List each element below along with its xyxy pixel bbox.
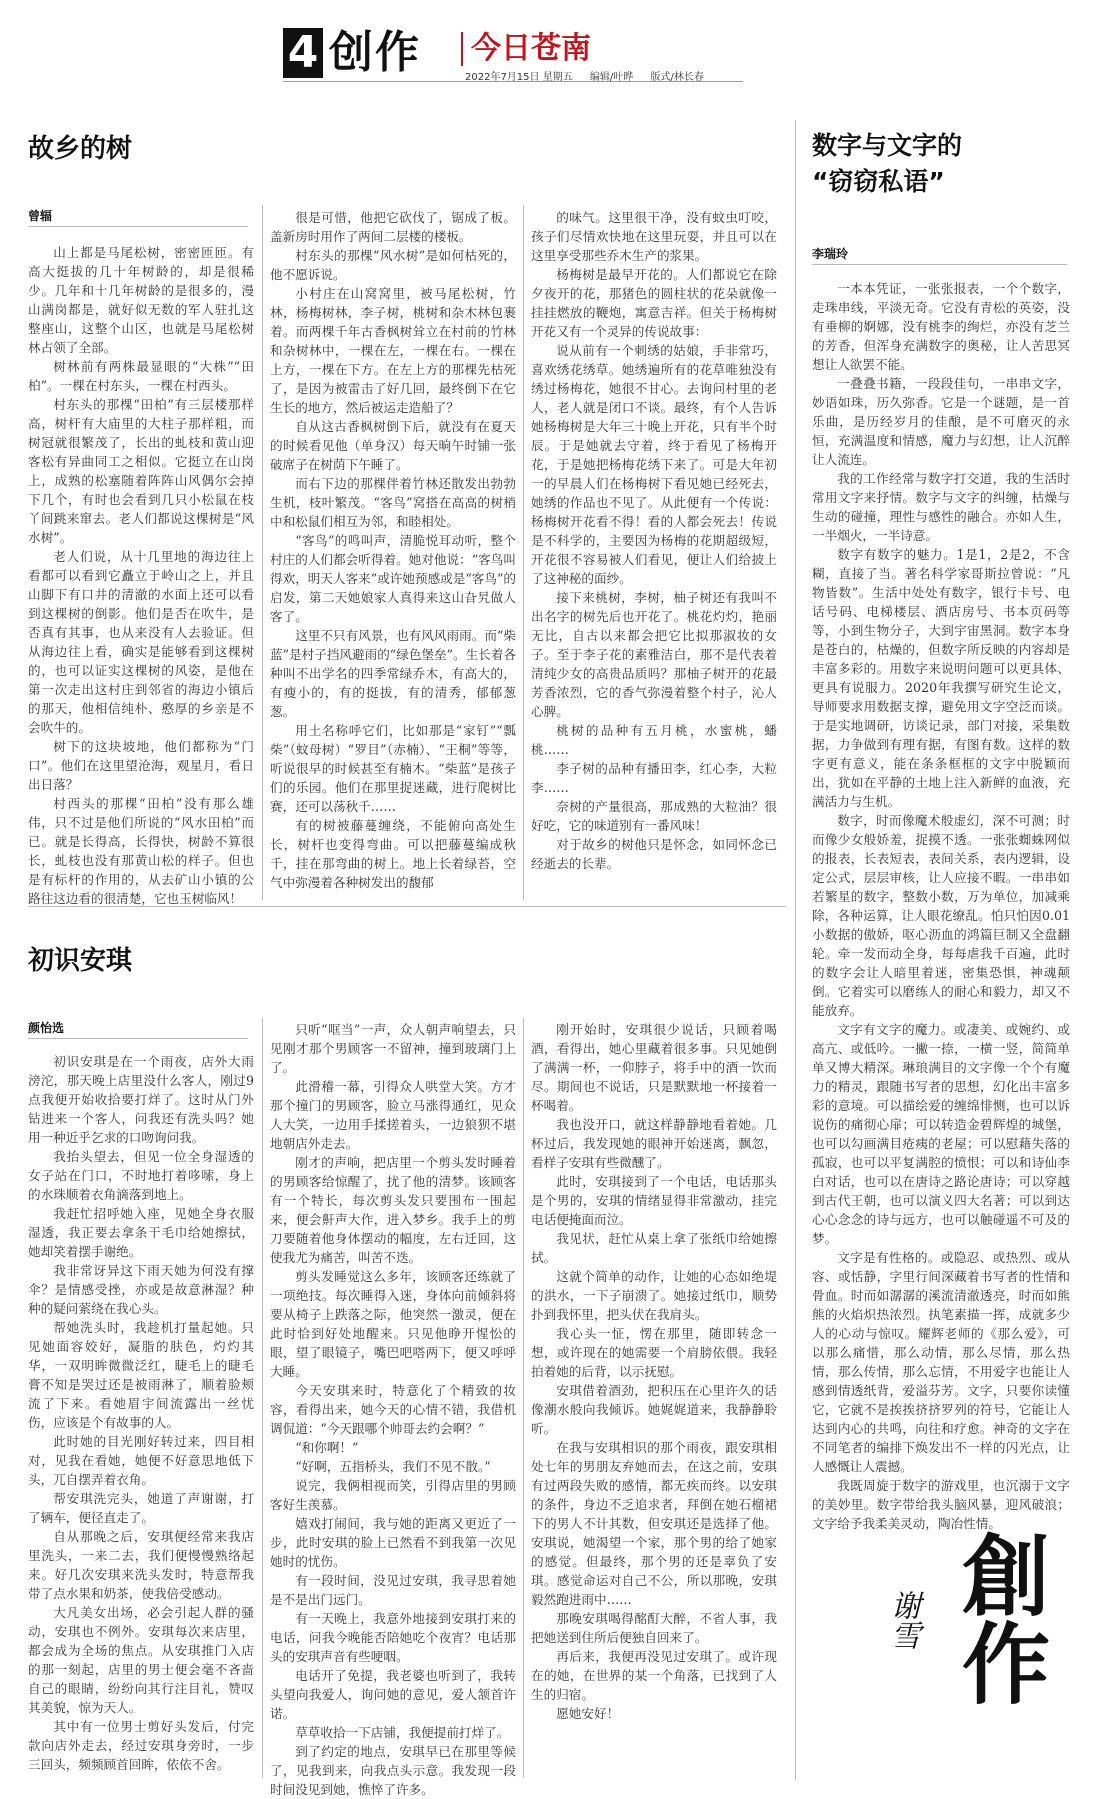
paragraph: 村西头的那棵“田柏”没有那么雄伟，只不过是他们所说的“风水田柏”而已。就是长得高，长得快，树龄不算很长，虬枝也没有那黄山松的样子。但也是有标杆的作用的，从去矿山小镇的公路往这边看的很清楚，它也玉树临风！ <box>28 796 254 906</box>
masthead <box>283 28 743 84</box>
paragraph: 剪头发睡觉这么多年，该顾客还练就了一项绝技。每次睡得入迷，身体向前倾斜将要从椅子上跌落之际，他突然一激灵，便在此时恰到好处地醒来。只见他睁开惺忪的眼，望了眼镜子，嘴巴吧嗒两下，便又呼呼大睡。 <box>270 1269 516 1379</box>
paragraph: 初识安琪是在一个雨夜，店外大雨滂沱，那天晚上店里没什么客人，刚过9点我便开始收拾要打烊了。这时从门外钻进来一个客人，问我还有洗头吗？她用一种近乎乞求的口吻询问我。 <box>28 1054 254 1145</box>
paragraph: 再后来，我便再没见过安琪了。或许现在的她，在世界的某一个角落，已找到了人生的归宿。 <box>531 1649 777 1702</box>
article3-title-line1: 数字与文字的 <box>812 131 963 160</box>
paragraph: “客鸟”的鸣叫声，清脆悦耳动听，整个村庄的人们都会听得着。她对他说：“客鸟叫得欢，明天人客来”或许她预感或是“客鸟”的启发，第二天她娘家人真得来这山旮旯做人客了。 <box>270 533 517 624</box>
paragraph: 自从那晚之后，安琪便经常来我店里洗头，一来二去，我们便慢慢熟络起来。好几次安琪来洗头发时，特意帮我带了点水果和奶茶，使我倍受感动。 <box>28 1529 254 1601</box>
paragraph: 愿她安好！ <box>556 1706 620 1721</box>
issue-date: 2022年7月15日 星期五 <box>465 72 573 83</box>
paragraph: 刚才的声响，把店里一个剪头发时睡着的男顾客给惊醒了，扰了他的清梦。该顾客有一个特长，每次剪头发只要围布一围起来，便会鼾声大作，进入梦乡。我手上的剪刀要随着他身体摆动的幅度，左右迁回，这使我尤为痛苦，叫苦不迭。 <box>270 1155 516 1265</box>
paragraph: 说从前有一个刺绣的姑娘，手非常巧，喜欢绣花绣草。她绣遍所有的花草唯独没有绣过杨梅花，她很不甘心。去询问村里的老人，老人就是闭口不谈。最终，有个人告诉她杨梅树是大年三十晚上开花，只有半个时辰。于是她就去守着，终于看见了杨梅开花，于是她把杨梅花绣下来了。可是大年初一的早晨人们在杨梅树下看见她已经死去，她绣的作品也不见了。从此便有一个传说：杨梅树开花看不得！看的人都会死去！传说是不科学的，主要因为杨梅的花期超级短，开花很不容易被人们看见，便让人们给披上了这神秘的面纱。 <box>531 343 777 586</box>
paragraph: 草草收拾一下店铺，我便提前打烊了。 <box>295 1725 510 1740</box>
column-divider <box>262 1018 263 1778</box>
calligraphy-text: 創作 <box>948 1530 1052 1706</box>
paragraph: 大凡美女出场，必会引起人群的骚动，安琪也不例外。安琪每次来店里，都会成为全场的焦点。从安琪推门入店的那一刻起，店里的男士便会毫不吝啬自己的眼睛，纷纷向其行注目礼，赞叹其美貌，惊为天人。 <box>28 1605 254 1715</box>
paragraph: 我也没开口，就这样静静地看着她。几杯过后，我发现她的眼神开始迷离，飘忽，看样子安琪有些微醺了。 <box>531 1117 777 1170</box>
paragraph: 数字有数字的魅力。1是1，2是2，不含糊，直接了当。著名科学家哥斯拉曾说：“凡物皆数”。生活中处处有数字，银行卡号、电话号码、电梯楼层、酒店房号、书本页码等等，小到生物分子，大到宇宙黑洞。数字本身是苍白的，枯燥的，但数字所反映的内容却是丰富多彩的。用数字来说明问题可以更具体、更具有说服力。2020年我撰写研究生论文，导师要求用数据支撑，避免用文字空泛而谈。于是实地调研，访谈记录，部门对接，采集数据，力争做到有理有据，有图有数。这样的数字更有意义，能在条条框框的文字中脱颖而出，犹如在平静的土地上注入新鲜的血液，充满活力与生机。 <box>812 547 1070 809</box>
paragraph: 而右下边的那棵伴着竹林还散发出勃勃生机，枝叶繁茂。“客鸟”窝搭在高高的树梢中和松鼠们相互为邻，和睦相处。 <box>270 476 516 529</box>
paragraph: 那晚安琪喝得酩酊大醉，不省人事，我把她送到住所后便独自回来了。 <box>531 1611 777 1645</box>
paragraph: 文字有文字的魔力。或凄美、或婉约、或高亢、或低吟。一撇一捺，一横一竖，简简单单又博大精深。琳琅满目的文字像一个个有魔力的精灵，跟随书写者的思想，幻化出丰富多彩的意境。可以描绘爱的缠绵悱恻，也可以诉说伤的痛彻心扉；可以转造金碧辉煌的城堡，也可以勾画满目疮痍的老屋；可以慰藉失落的孤寂，也可以平复满腔的愤恨；可以和诗仙李白对话，也可以在唐诗之路论唐诗；可以穿越到古代王朝，也可以演义四大名著；可以到达心心念念的诗与远方，也可以触碰遥不可及的梦。 <box>812 1022 1070 1246</box>
paragraph: 一叠叠书籍，一段段佳句，一串串文字，妙语如珠，历久弥香。它是一个谜题，是一首乐曲，是历经岁月的佳酿，是不可磨灭的永恒，充满温度和情感，魔力与幻想，让人沉醉让人流连。 <box>812 376 1070 467</box>
article3-body <box>812 279 1070 1531</box>
editor-credit: 编辑/叶晔 <box>589 72 634 83</box>
paragraph: 此滑稽一幕，引得众人哄堂大笑。方才那个撞门的男顾客，脸立马涨得通红，见众人大笑，一边用手揉搓着头，一边狼狈不堪地朝店外走去。 <box>270 1079 516 1151</box>
paragraph: 有的树被藤蔓缠绕，不能俯向高处生长，树杆也变得弯曲。可以把藤蔓编成秋千，挂在那弯曲的树上。地上长着绿苔，空气中弥漫着各种树发出的馥郁 <box>270 818 516 890</box>
layout-credit: 版式/林长春 <box>650 72 704 83</box>
paragraph: 老人们说，从十几里地的海边往上看都可以看到它矗立于岭山之上，并且山脚下有口井的清澈的水面上还可以看到这棵树的倒影。他们是否在吹牛，是否真有其事，也从来没有人去验证。但从海边往上看，确实是能够看到这棵树的，也可以证实这棵树的风姿，是他在第一次走出这村庄到邻省的海边小镇后的那天，他相信纯朴、憨厚的乡亲是不会吹牛的。 <box>28 549 254 735</box>
paragraph: 文字是有性格的。或隐忍、或热烈、或从容、或恬静，字里行间深藏着书写者的性情和骨血。时而如潺潺的溪流清澈透亮，时而如熊熊的火焰炽热浓烈。执笔素描一挥，成就多少人的心动与惊叹。耀辉老师的《那么爱》，可以那么痛惜，那么动情，那么尽情，那么热情，那么传情，那么忘情，不用爱字也能让人感到情透纸背，爱溢芬芳。文字，只要你读懂它，它就不是挨挨挤挤罗列的符号，它能让人达到内心的共鸣，向往和疗愈。神奇的文字在不同笔者的编排下焕发出不一样的闪光点，让人感慨让人震撼。 <box>812 1250 1070 1474</box>
paragraph: 此时她的目光刚好转过来，四目相对，见我在看她，她便不好意思地低下头，兀自摆弄着衣角。 <box>28 1434 254 1487</box>
calligraphy-signature: 谢雪 <box>885 1590 920 1650</box>
article2-col1 <box>28 1052 254 1782</box>
paragraph: 有一段时间，没见过安琪，我寻思着她是不是出门远门。 <box>270 1573 516 1607</box>
article3-author: 李瑞玲 <box>812 247 849 261</box>
paragraph: 我非常讶异这下雨天她为何没有撑伞？是情感受挫，亦或是故意淋湿？种种的疑问萦绕在我心头。 <box>28 1263 254 1316</box>
paragraph: 桃树的品种有五月桃，水蜜桃，蟠桃…… <box>531 723 777 757</box>
paragraph: 这里不只有风景，也有风风雨雨。而“柴蓝”是村子挡风避雨的“绿色堡垒”。生长着各种叫不出学名的四季常绿乔木，有高大的，有瘦小的，有的挺拔，有的清秀，郁郁葱葱。 <box>270 628 517 719</box>
paragraph: 其中有一位男士剪好头发后，付完款向店外走去，经过安琪身旁时，一步三回头，频频顾首回眸，依依不舍。 <box>28 1719 254 1772</box>
paragraph: 今天安琪来时，特意化了个精致的妆容，看得出来，她今天的心情不错，我借机调侃道：“今天跟哪个帅哥去约会啊？” <box>270 1383 516 1436</box>
paragraph: 我既周旋于数字的游戏里，也沉溺于文字的美妙里。数字带给我头脑风暴，迎风破浪；文字给予我柔美灵动，陶冶性情。 <box>812 1478 1070 1531</box>
paragraph: 电话开了免提，我老婆也听到了，我转头望向我爱人，询问她的意见，爱人颔首许诺。 <box>270 1668 516 1721</box>
article3-title-line2: “窃窃私语” <box>812 167 945 196</box>
paragraph: 杨梅树是最早开花的。人们都说它在除夕夜开的花，那猪色的圆柱状的花朵就像一挂挂燃放的鞭炮，寓意吉祥。但关于杨梅树开花又有一个灵异的传说故事： <box>531 267 777 339</box>
paragraph: 数字，时而像魔术般虚幻，深不可测；时而像少女般娇羞，捉摸不透。一张张蜘蛛网似的报表，长表短表，表间关系，表内逻辑，设定公式，层层审核，让人应接不暇。一串串如若繁星的数字，整数小数，万为单位，加减乘除，各种运算，让人眼花缭乱。怕只怕因0.01小数据的傲娇，呕心沥血的鸿篇巨制又全盘翻轮。牵一发而动全身，每每虐我千百遍，此时的数字会让人暗里着迷，密集恐惧，神魂颠倒。它着实可以磨练人的耐心和毅力，却又不能放弃。 <box>812 813 1070 1018</box>
paragraph: 只听“哐当”一声，众人朝声响望去，只见刚才那个男顾客一不留神，撞到玻璃门上了。 <box>270 1022 516 1075</box>
article2-author: 颜怡选 <box>28 1021 65 1035</box>
section-title: 创作 <box>329 27 421 78</box>
paragraph: “和你啊！” <box>295 1440 359 1455</box>
paragraph: 说完，我俩相视而笑，引得店里的男顾客好生羡慕。 <box>270 1478 516 1512</box>
paragraph: 到了约定的地点，安琪早已在那里等候了，见我到来，向我点头示意。我发现一段时间没见到她，憔悴了许多。 <box>270 1744 516 1797</box>
masthead-rule <box>283 81 743 82</box>
paragraph: 用土名称呼它们，比如那是“家钉”“瓢柴”（蚊母树）“罗目”（赤楠）、“王桐”等等，听说很早的时候甚至有楠木。“柴蓝”是孩子们的乐园。他们在那里捉迷藏，进行爬树比赛，还可以荡秋千…… <box>270 723 516 814</box>
paragraph: 山上都是马尾松树，密密匝匝。有高大挺拔的几十年树龄的，却是很稀少。几年和十几年树龄的是很多的，漫山满岗都是，就好似无数的军人驻扎这整座山，这整个山区，也就是马尾松树林占领了全部。 <box>28 245 254 355</box>
section-divider <box>28 906 786 907</box>
calligraphy-artwork <box>860 1530 1075 1780</box>
paragraph: 我赶忙招呼她入座，见她全身衣服湿透，我正要去拿条干毛巾给她擦拭，她却笑着摆手谢绝。 <box>28 1206 254 1259</box>
article2-title: 初识安琪 <box>28 946 133 976</box>
paragraph: 李子树的品种有播田李，红心李，大粒李…… <box>531 761 777 795</box>
paragraph: 对于故乡的树他只是怀念，如同怀念已经逝去的长辈。 <box>531 837 777 871</box>
article1-title: 故乡的树 <box>28 134 133 164</box>
paragraph: 这就个简单的动作，让她的心态如绝堤的洪水，一下子崩溃了。她接过纸巾，顺势扑到我怀里，把头伏在我肩头。 <box>531 1269 777 1322</box>
paragraph: 刚开始时，安琪很少说话，只顾着喝酒，看得出，她心里藏着很多事。只见她倒了满满一杯，一仰脖子，将手中的酒一饮而尽。期间也不说话，只是默默地一杯接着一杯喝着。 <box>531 1022 777 1113</box>
article2-col2 <box>270 1020 516 1797</box>
paragraph: 我的工作经常与数字打交道，我的生活时常用文字来抒情。数字与文字的纠缠，枯燥与生动的碰撞，理性与感性的融合。亦如人生，一半烟火，一半诗意。 <box>812 471 1070 543</box>
column-divider <box>523 1018 524 1778</box>
paragraph: 帮她洗头时，我趁机打量起她。只见她面容姣好，凝脂的肤色，灼灼其华，一双明眸微微泛红，睫毛上的睫毛膏不知是哭过还是被雨淋了，顺着脸颊流了下来。看她眉宇间流露出一丝忧伤，应该是个有故事的人。 <box>28 1320 254 1430</box>
article2-author-rule <box>28 1038 248 1039</box>
paragraph: 帮安琪洗完头，她道了声谢谢，打了辆车，便径直走了。 <box>28 1491 254 1525</box>
article1-col3 <box>531 208 777 896</box>
column-divider <box>262 205 263 900</box>
paragraph: 自从这古香枫树倒下后，就没有在夏天的时候看见他（单身汉）每天晌午时铺一张破席子在树荫下午睡了。 <box>270 419 516 472</box>
column-divider <box>795 120 796 1780</box>
column-divider <box>523 205 524 900</box>
paper-name: 今日苍南 <box>461 32 591 66</box>
paragraph: 村东头的那棵“风水树”是如何枯死的，他不愿诉说。 <box>270 248 516 282</box>
paragraph: 我抬头望去，但见一位全身湿透的女子站在门口，不时地打着哆嗦，身上的水珠顺着衣角滴落到地上。 <box>28 1149 254 1202</box>
article3-title <box>812 128 962 200</box>
page-number: 4 <box>283 28 323 78</box>
paragraph: 接下来桃树，李树，柚子树还有我叫不出名字的树先后也开花了。桃花灼灼，艳丽无比，自古以来都会把它比拟那淑妆的女子。至于李子花的素雅洁白，那不是代表着清纯少女的高贵品质吗？那柚子树开的花最芳香浓烈，它的香气弥漫着整个村子，沁人心脾。 <box>531 590 777 719</box>
article1-author-rule <box>28 226 248 227</box>
article2-col3 <box>531 1020 777 1782</box>
article1-col1 <box>28 243 254 906</box>
paragraph: 的味气。这里很干净，没有蚊虫叮咬，孩子们尽情欢快地在这里玩耍，并且可以在这里享受那些乔木生产的浆果。 <box>531 210 777 263</box>
paragraph: “好啊，五指桥头，我们不见不散。” <box>295 1459 491 1474</box>
article1-col2 <box>270 208 516 896</box>
paragraph: 有一天晚上，我意外地接到安琪打来的电话，问我今晚能否陪她吃个夜宵？电话那头的安琪声音有些哽咽。 <box>270 1611 516 1664</box>
paragraph: 树林前有两株最显眼的“大株”“田柏”。一棵在村东头，一棵在村西头。 <box>28 359 254 393</box>
paragraph: 此时，安琪接到了一个电话，电话那头是个男的，安琪的情绪显得非常激动，挂完电话便掩面而泣。 <box>531 1174 777 1227</box>
paragraph: 树下的这块坡地，他们都称为“门口”。他们在这里望沧海，观星月，看日出日落？ <box>28 739 254 792</box>
paragraph: 很是可惜，他把它砍伐了，锯成了板。盖新房时用作了两间二层楼的楼板。 <box>270 210 516 244</box>
paragraph: 一本本凭证，一张张报表，一个个数字，走珠串线，平淡无奇。它没有青松的英姿，没有垂柳的婀娜，没有桃李的绚烂，亦没有芝兰的芳香，但浑身充满数字的奥秘，让人苦思冥想让人欲罢不能。 <box>812 281 1070 372</box>
paragraph: 嬉戏打闹间，我与她的距离又更近了一步，此时安琪的脸上已然看不到我第一次见她时的忧伤。 <box>270 1516 516 1569</box>
paragraph: 我心头一怔，愣在那里，随即转念一想，或许现在的她需要一个肩膀依偎。我轻拍着她的后背，以示抚慰。 <box>531 1326 777 1379</box>
paragraph: 小村庄在山窝窝里，被马尾松树，竹林，杨梅树林，李子树，桃树和杂木林包裹着。而两棵千年古香枫树耸立在村前的竹林和杂树林中，一棵在左，一棵在右。一棵在上方，一棵在下方。在左上方的那棵先枯死了，是因为被雷击了好几回，最终倒下在它生长的地方，然后被运走造船了？ <box>270 286 516 415</box>
paragraph: 安琪借着酒劲，把积压在心里许久的话像潮水般向我倾诉。她娓娓道来，我静静聆听。 <box>531 1383 777 1436</box>
paragraph: 奈树的产量很高，那成熟的大粒油？很好吃，它的味道别有一番风味！ <box>531 799 777 833</box>
article1-author: 曾辐 <box>28 209 53 223</box>
paragraph: 在我与安琪相识的那个雨夜，跟安琪相处七年的男朋友弃她而去，在这之前，安琪有过两段失败的感情，都无疾而终。以安琪的条件，身边不乏追求者，拜倒在她石榴裙下的男人不计其数，但安琪还是选择了他。安琪说，她渴望一个家，那个男的给了她家的感觉。但最终，那个男的还是辜负了安琪。感觉命运对自己不公，所以那晚，安琪毅然跑进雨中…… <box>531 1440 777 1607</box>
paragraph: 我见状，赶忙从桌上拿了张纸巾给她擦拭。 <box>531 1231 777 1265</box>
article3-author-rule <box>812 264 1067 265</box>
paragraph: 村东头的那棵“田柏”有三层楼那样高，树杆有大庙里的大柱子那样粗，而树冠就很繁茂了，长出的虬枝和黄山迎客松有异曲同工之相似。它挺立在山岗上，成熟的松塞随着阵阵山风偶尔会掉下几个，有时也会看到几只小松鼠在枝丫间跳来窜去。老人们都说这棵树是“风水树”。 <box>28 397 254 545</box>
